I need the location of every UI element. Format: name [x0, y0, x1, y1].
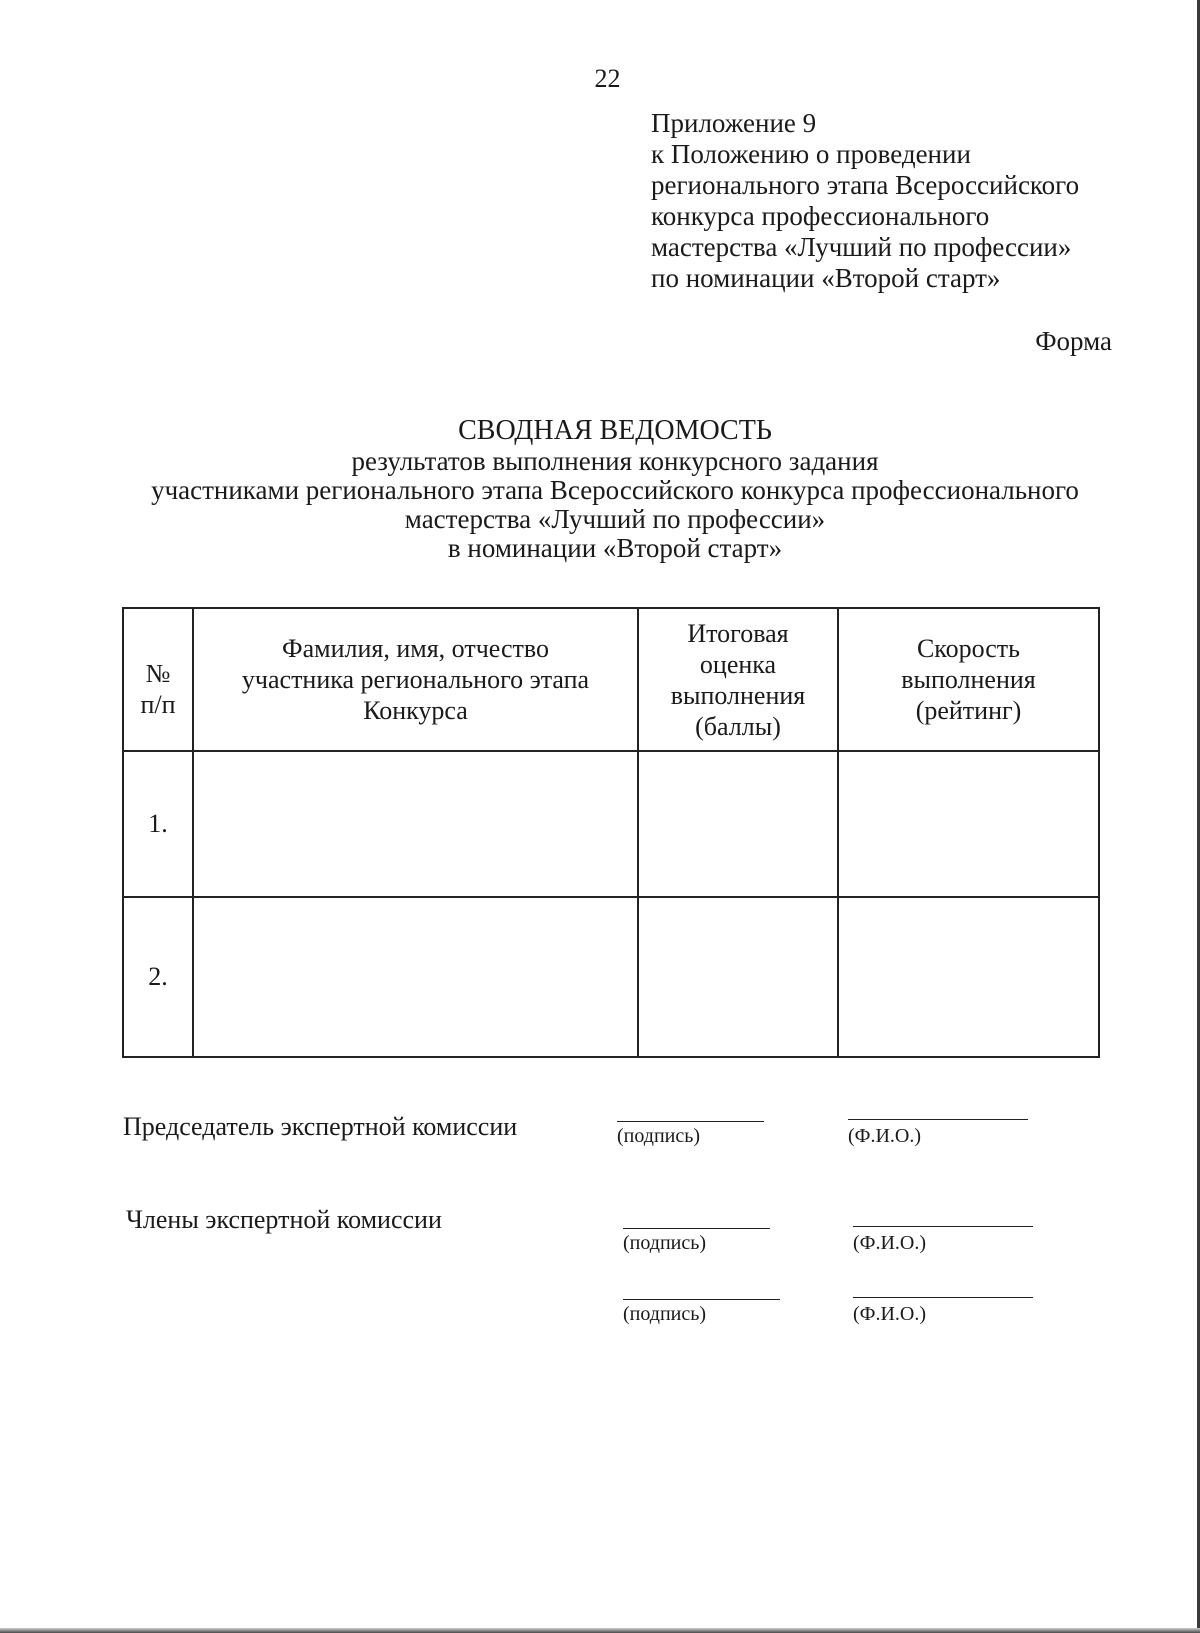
chairman-label: Председатель экспертной комиссии — [123, 1112, 518, 1141]
member-name-line[interactable] — [853, 1226, 1033, 1227]
members-label: Члены экспертной комиссии — [126, 1205, 442, 1234]
member-name-caption: (Ф.И.О.) — [853, 1232, 927, 1254]
title-main: СВОДНАЯ ВЕДОМОСТЬ — [458, 415, 772, 446]
row-name-cell[interactable] — [193, 751, 638, 897]
member-name-caption: (Ф.И.О.) — [853, 1303, 927, 1325]
row-speed-cell[interactable] — [838, 897, 1099, 1057]
page-number: 22 — [594, 64, 621, 93]
title-line: в номинации «Второй старт» — [447, 533, 783, 563]
member-signature-caption: (подпись) — [623, 1303, 707, 1325]
row-speed-cell[interactable] — [838, 751, 1099, 897]
appendix-line: мастерства «Лучший по профессии» — [651, 232, 1072, 262]
row-name-cell[interactable] — [193, 897, 638, 1057]
title-line: участниками регионального этапа Всероссийского конкурса профессионального — [151, 475, 1079, 505]
appendix-line: по номинации «Второй старт» — [651, 263, 1001, 293]
row-score-cell[interactable] — [638, 751, 838, 897]
header-score: Итоговая оценка выполнения (баллы) — [638, 608, 838, 751]
table-row — [123, 897, 1099, 1057]
chairman-signature-caption: (подпись) — [617, 1125, 701, 1147]
member-signature-caption: (подпись) — [623, 1232, 707, 1254]
table-row — [123, 751, 1099, 897]
document-title — [60, 415, 1170, 563]
appendix-line: регионального этапа Всероссийского — [651, 170, 1080, 200]
results-table — [122, 607, 1100, 1058]
chairman-name-caption: (Ф.И.О.) — [848, 1125, 922, 1147]
table-header-row — [123, 608, 1099, 751]
chairman-name-line[interactable] — [848, 1119, 1028, 1120]
row-score-cell[interactable] — [638, 897, 838, 1057]
row-number: 2. — [123, 897, 193, 1057]
member-signature-line[interactable] — [623, 1228, 770, 1229]
header-speed: Скорость выполнения (рейтинг) — [838, 608, 1099, 751]
member-signature-line[interactable] — [623, 1299, 780, 1300]
scan-edge-bottom — [0, 1628, 1200, 1633]
form-label: Форма — [1035, 326, 1112, 356]
appendix-block — [651, 108, 1171, 294]
title-line: мастерства «Лучший по профессии» — [404, 504, 826, 534]
header-name: Фамилия, имя, отчество участника регионального этапа Конкурса — [193, 608, 638, 751]
appendix-line: Приложение 9 — [651, 108, 817, 138]
member-name-line[interactable] — [853, 1297, 1033, 1298]
header-number: № п/п — [123, 608, 193, 751]
appendix-line: к Положению о проведении — [651, 139, 971, 169]
chairman-signature-line[interactable] — [617, 1121, 764, 1122]
row-number: 1. — [123, 751, 193, 897]
title-line: результатов выполнения конкурсного задания — [351, 446, 879, 476]
appendix-line: конкурса профессионального — [651, 201, 990, 231]
